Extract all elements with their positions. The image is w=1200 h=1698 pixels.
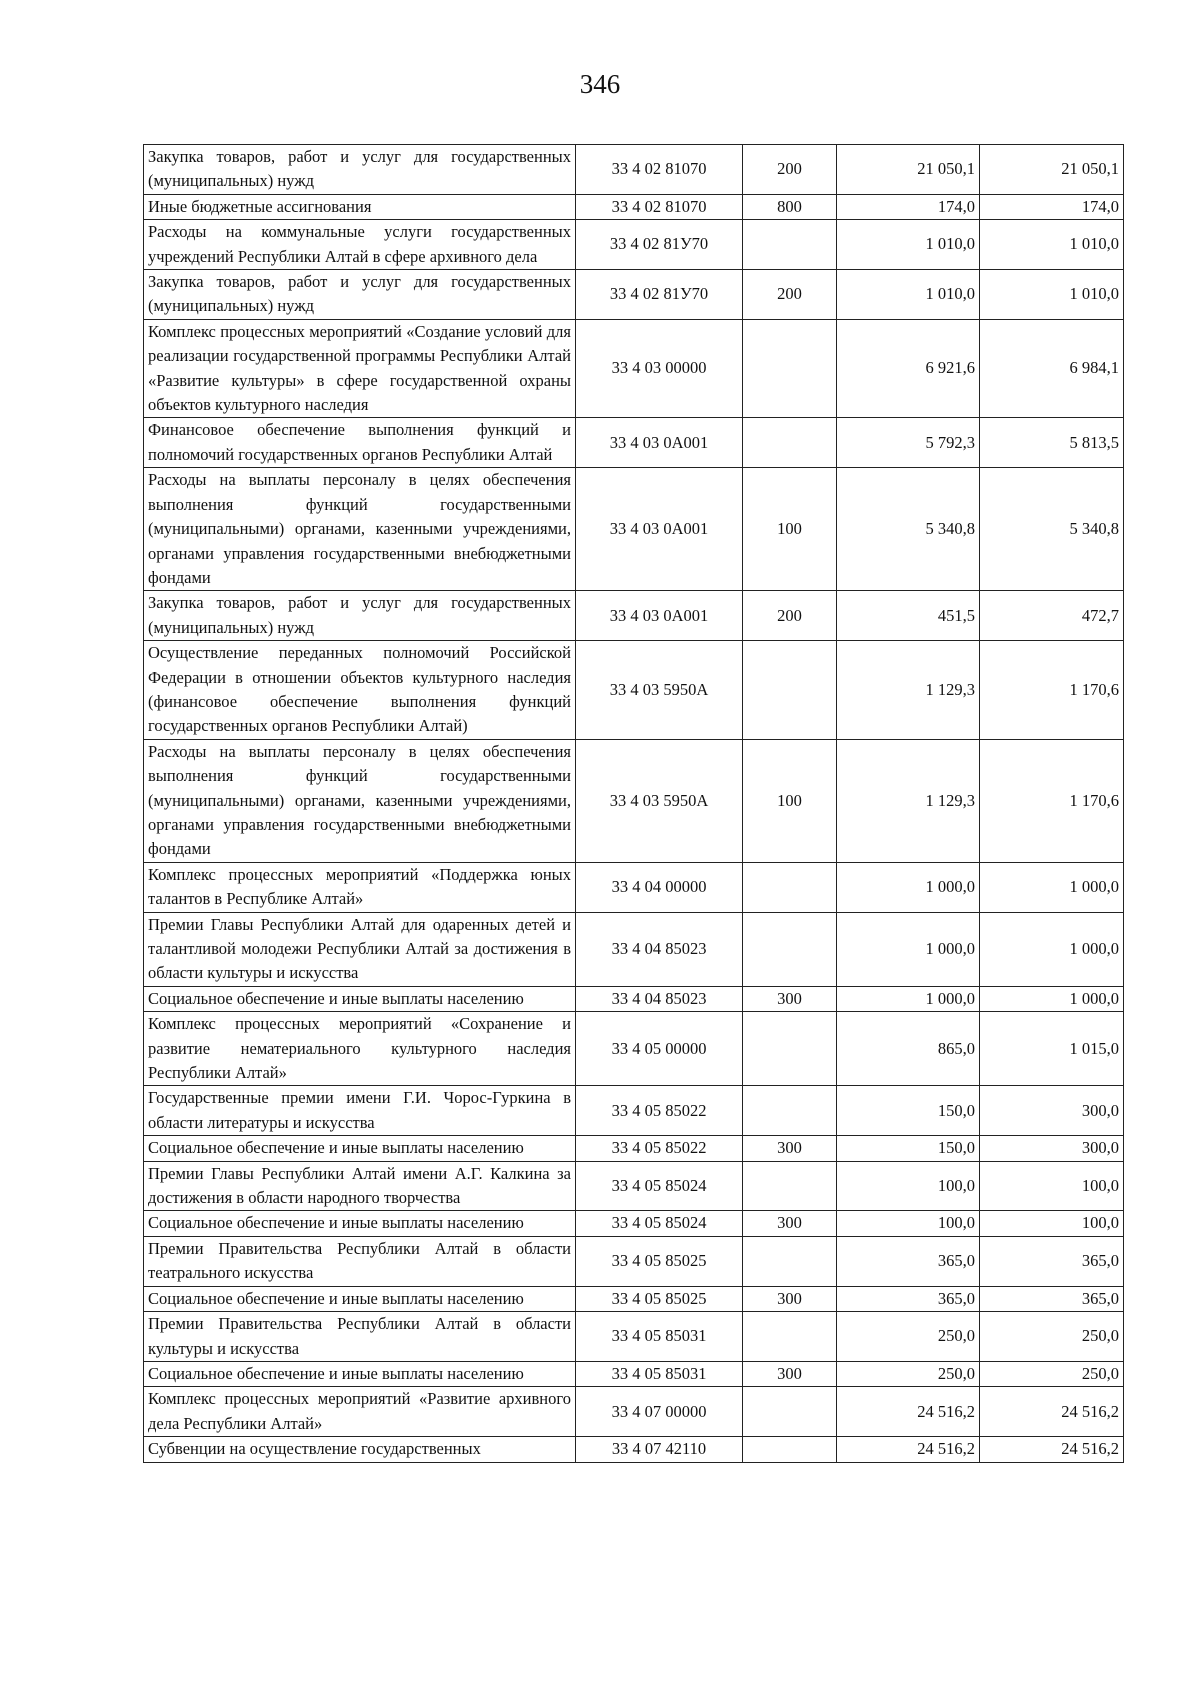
target-code-cell: 33 4 07 42110 xyxy=(576,1437,743,1462)
expense-name-cell: Государственные премии имени Г.И. Чорос-Гуркина в области литературы и искусства xyxy=(144,1086,576,1136)
expense-name-cell: Социальное обеспечение и иные выплаты населению xyxy=(144,1211,576,1236)
amount-year1-cell: 5 792,3 xyxy=(837,418,980,468)
amount-year1-cell: 1 010,0 xyxy=(837,270,980,320)
table-row xyxy=(144,319,1124,418)
expense-name-cell: Субвенции на осуществление государственных xyxy=(144,1437,576,1462)
amount-year2-cell: 21 050,1 xyxy=(980,145,1124,195)
target-code-cell: 33 4 04 85023 xyxy=(576,986,743,1011)
budget-table xyxy=(143,144,1124,1463)
expense-name-cell: Социальное обеспечение и иные выплаты населению xyxy=(144,986,576,1011)
target-code-cell: 33 4 05 85025 xyxy=(576,1286,743,1311)
target-code-cell: 33 4 05 85024 xyxy=(576,1161,743,1211)
amount-year1-cell: 1 010,0 xyxy=(837,220,980,270)
amount-year1-cell: 250,0 xyxy=(837,1312,980,1362)
target-code-cell: 33 4 05 85025 xyxy=(576,1236,743,1286)
expense-type-cell xyxy=(743,1312,837,1362)
amount-year2-cell: 250,0 xyxy=(980,1361,1124,1386)
expense-name-cell: Социальное обеспечение и иные выплаты населению xyxy=(144,1361,576,1386)
amount-year2-cell: 6 984,1 xyxy=(980,319,1124,418)
amount-year2-cell: 1 170,6 xyxy=(980,641,1124,740)
expense-type-cell: 200 xyxy=(743,270,837,320)
expense-name-cell: Премии Правительства Республики Алтай в области театрального искусства xyxy=(144,1236,576,1286)
expense-name-cell: Комплекс процессных мероприятий «Создание условий для реализации государственной программы Республики Алтай «Развитие культуры» в сфере государственной охраны объектов культурного наследия xyxy=(144,319,576,418)
expense-type-cell xyxy=(743,1161,837,1211)
amount-year1-cell: 100,0 xyxy=(837,1161,980,1211)
target-code-cell: 33 4 05 85022 xyxy=(576,1086,743,1136)
expense-name-cell: Социальное обеспечение и иные выплаты населению xyxy=(144,1136,576,1161)
amount-year2-cell: 472,7 xyxy=(980,591,1124,641)
target-code-cell: 33 4 04 85023 xyxy=(576,912,743,986)
amount-year2-cell: 1 010,0 xyxy=(980,220,1124,270)
expense-type-cell: 300 xyxy=(743,1136,837,1161)
table-row xyxy=(144,1136,1124,1161)
target-code-cell: 33 4 02 81У70 xyxy=(576,270,743,320)
table-row xyxy=(144,220,1124,270)
target-code-cell: 33 4 03 5950А xyxy=(576,641,743,740)
target-code-cell: 33 4 03 00000 xyxy=(576,319,743,418)
expense-name-cell: Расходы на выплаты персоналу в целях обеспечения выполнения функций государственными (муниципальными) органами, казенными учреждениями, органами управления государственными внебюджетными фондами xyxy=(144,468,576,591)
table-row xyxy=(144,1387,1124,1437)
expense-name-cell: Закупка товаров, работ и услуг для государственных (муниципальных) нужд xyxy=(144,270,576,320)
amount-year2-cell: 300,0 xyxy=(980,1136,1124,1161)
target-code-cell: 33 4 05 00000 xyxy=(576,1012,743,1086)
amount-year1-cell: 24 516,2 xyxy=(837,1387,980,1437)
target-code-cell: 33 4 03 0А001 xyxy=(576,591,743,641)
amount-year2-cell: 5 813,5 xyxy=(980,418,1124,468)
table-row xyxy=(144,1161,1124,1211)
expense-name-cell: Финансовое обеспечение выполнения функций и полномочий государственных органов Республики Алтай xyxy=(144,418,576,468)
expense-type-cell: 200 xyxy=(743,591,837,641)
table-row xyxy=(144,739,1124,862)
amount-year1-cell: 1 000,0 xyxy=(837,986,980,1011)
expense-type-cell xyxy=(743,1012,837,1086)
table-row xyxy=(144,145,1124,195)
expense-type-cell: 300 xyxy=(743,1361,837,1386)
expense-type-cell: 300 xyxy=(743,1211,837,1236)
expense-type-cell xyxy=(743,319,837,418)
amount-year1-cell: 365,0 xyxy=(837,1236,980,1286)
amount-year2-cell: 1 000,0 xyxy=(980,986,1124,1011)
amount-year2-cell: 5 340,8 xyxy=(980,468,1124,591)
target-code-cell: 33 4 05 85031 xyxy=(576,1361,743,1386)
amount-year2-cell: 24 516,2 xyxy=(980,1387,1124,1437)
expense-type-cell: 100 xyxy=(743,468,837,591)
target-code-cell: 33 4 05 85022 xyxy=(576,1136,743,1161)
amount-year1-cell: 365,0 xyxy=(837,1286,980,1311)
target-code-cell: 33 4 03 0А001 xyxy=(576,468,743,591)
expense-type-cell xyxy=(743,418,837,468)
amount-year1-cell: 1 129,3 xyxy=(837,739,980,862)
expense-name-cell: Закупка товаров, работ и услуг для государственных (муниципальных) нужд xyxy=(144,145,576,195)
amount-year1-cell: 250,0 xyxy=(837,1361,980,1386)
amount-year1-cell: 1 000,0 xyxy=(837,862,980,912)
table-row xyxy=(144,641,1124,740)
expense-type-cell: 100 xyxy=(743,739,837,862)
budget-table-body xyxy=(144,145,1124,1463)
amount-year1-cell: 451,5 xyxy=(837,591,980,641)
expense-type-cell xyxy=(743,1387,837,1437)
expense-type-cell xyxy=(743,1236,837,1286)
table-row xyxy=(144,1437,1124,1462)
target-code-cell: 33 4 05 85024 xyxy=(576,1211,743,1236)
expense-name-cell: Расходы на выплаты персоналу в целях обеспечения выполнения функций государственными (муниципальными) органами, казенными учреждениями, органами управления государственными внебюджетными фондами xyxy=(144,739,576,862)
amount-year2-cell: 24 516,2 xyxy=(980,1437,1124,1462)
expense-name-cell: Премии Правительства Республики Алтай в области культуры и искусства xyxy=(144,1312,576,1362)
amount-year2-cell: 100,0 xyxy=(980,1161,1124,1211)
amount-year1-cell: 174,0 xyxy=(837,194,980,219)
table-row xyxy=(144,194,1124,219)
expense-type-cell xyxy=(743,862,837,912)
table-row xyxy=(144,591,1124,641)
table-row xyxy=(144,1361,1124,1386)
table-row xyxy=(144,270,1124,320)
expense-name-cell: Премии Главы Республики Алтай для одаренных детей и талантливой молодежи Республики Алтай за достижения в области культуры и искусства xyxy=(144,912,576,986)
expense-type-cell: 800 xyxy=(743,194,837,219)
amount-year2-cell: 100,0 xyxy=(980,1211,1124,1236)
expense-name-cell: Комплекс процессных мероприятий «Сохранение и развитие нематериального культурного наследия Республики Алтай» xyxy=(144,1012,576,1086)
expense-type-cell: 300 xyxy=(743,1286,837,1311)
table-row xyxy=(144,1012,1124,1086)
target-code-cell: 33 4 04 00000 xyxy=(576,862,743,912)
table-row xyxy=(144,912,1124,986)
table-row xyxy=(144,418,1124,468)
amount-year1-cell: 6 921,6 xyxy=(837,319,980,418)
table-row xyxy=(144,1211,1124,1236)
table-row xyxy=(144,986,1124,1011)
amount-year2-cell: 300,0 xyxy=(980,1086,1124,1136)
expense-name-cell: Премии Главы Республики Алтай имени А.Г. Калкина за достижения в области народного творчества xyxy=(144,1161,576,1211)
target-code-cell: 33 4 05 85031 xyxy=(576,1312,743,1362)
expense-name-cell: Иные бюджетные ассигнования xyxy=(144,194,576,219)
expense-name-cell: Расходы на коммунальные услуги государственных учреждений Республики Алтай в сфере архивного дела xyxy=(144,220,576,270)
target-code-cell: 33 4 02 81070 xyxy=(576,194,743,219)
amount-year2-cell: 1 170,6 xyxy=(980,739,1124,862)
expense-type-cell xyxy=(743,1086,837,1136)
amount-year2-cell: 1 015,0 xyxy=(980,1012,1124,1086)
expense-name-cell: Осуществление переданных полномочий Российской Федерации в отношении объектов культурного наследия (финансовое обеспечение выполнения функций государственных органов Республики Алтай) xyxy=(144,641,576,740)
expense-name-cell: Комплекс процессных мероприятий «Поддержка юных талантов в Республике Алтай» xyxy=(144,862,576,912)
amount-year1-cell: 1 000,0 xyxy=(837,912,980,986)
table-row xyxy=(144,1312,1124,1362)
target-code-cell: 33 4 07 00000 xyxy=(576,1387,743,1437)
expense-type-cell: 300 xyxy=(743,986,837,1011)
page-number: 346 xyxy=(579,69,621,99)
amount-year1-cell: 150,0 xyxy=(837,1086,980,1136)
expense-type-cell xyxy=(743,220,837,270)
target-code-cell: 33 4 02 81У70 xyxy=(576,220,743,270)
target-code-cell: 33 4 03 5950А xyxy=(576,739,743,862)
amount-year2-cell: 1 010,0 xyxy=(980,270,1124,320)
amount-year1-cell: 24 516,2 xyxy=(837,1437,980,1462)
expense-type-cell xyxy=(743,641,837,740)
amount-year2-cell: 1 000,0 xyxy=(980,912,1124,986)
amount-year2-cell: 1 000,0 xyxy=(980,862,1124,912)
amount-year1-cell: 5 340,8 xyxy=(837,468,980,591)
target-code-cell: 33 4 02 81070 xyxy=(576,145,743,195)
expense-name-cell: Социальное обеспечение и иные выплаты населению xyxy=(144,1286,576,1311)
table-row xyxy=(144,1086,1124,1136)
table-row xyxy=(144,862,1124,912)
amount-year1-cell: 865,0 xyxy=(837,1012,980,1086)
expense-type-cell xyxy=(743,1437,837,1462)
amount-year2-cell: 174,0 xyxy=(980,194,1124,219)
amount-year2-cell: 250,0 xyxy=(980,1312,1124,1362)
expense-name-cell: Комплекс процессных мероприятий «Развитие архивного дела Республики Алтай» xyxy=(144,1387,576,1437)
table-row xyxy=(144,468,1124,591)
expense-type-cell xyxy=(743,912,837,986)
table-row xyxy=(144,1236,1124,1286)
expense-name-cell: Закупка товаров, работ и услуг для государственных (муниципальных) нужд xyxy=(144,591,576,641)
amount-year2-cell: 365,0 xyxy=(980,1286,1124,1311)
expense-type-cell: 200 xyxy=(743,145,837,195)
table-row xyxy=(144,1286,1124,1311)
amount-year1-cell: 21 050,1 xyxy=(837,145,980,195)
amount-year1-cell: 150,0 xyxy=(837,1136,980,1161)
target-code-cell: 33 4 03 0А001 xyxy=(576,418,743,468)
amount-year1-cell: 100,0 xyxy=(837,1211,980,1236)
amount-year2-cell: 365,0 xyxy=(980,1236,1124,1286)
amount-year1-cell: 1 129,3 xyxy=(837,641,980,740)
